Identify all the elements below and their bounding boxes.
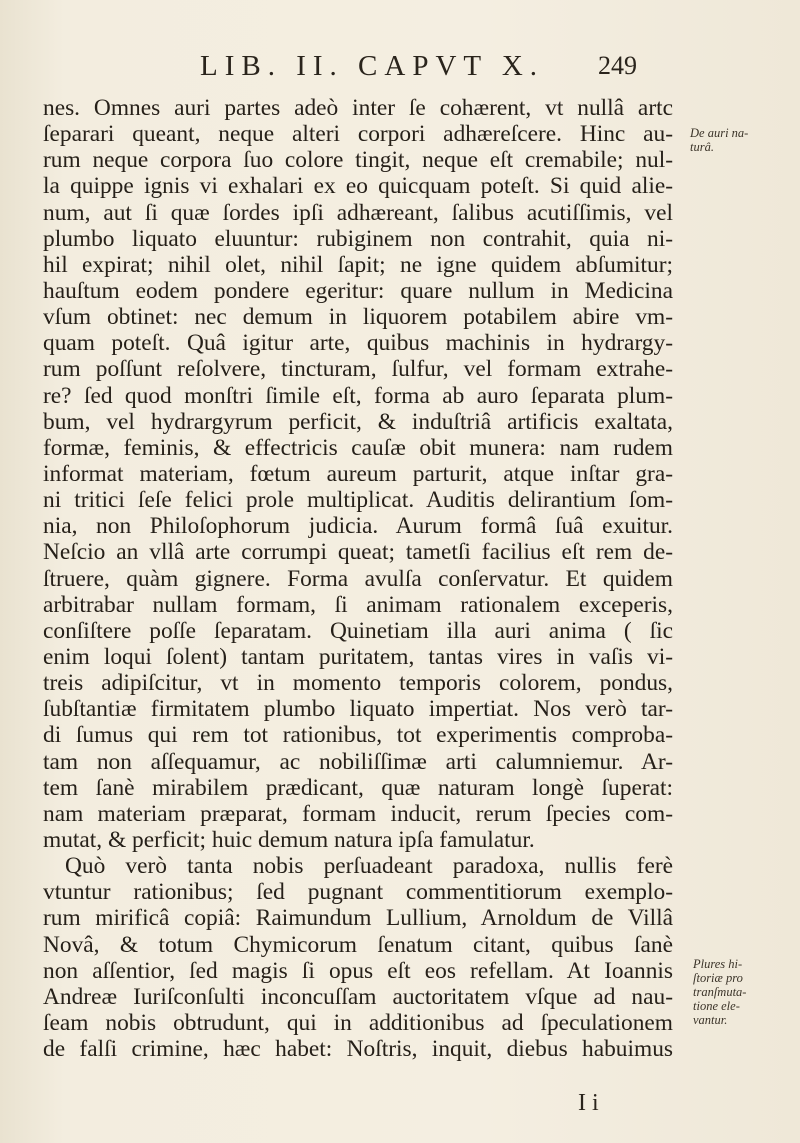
text-line: ſubſtantiæ firmitatem plumbo liquato impertiat. Nos verò tar- (43, 696, 673, 723)
text-line: tam non aſſequamur, ac nobiliſſimæ arti calumniemur. Ar- (43, 748, 673, 775)
text-line: ſtruere, quàm gignere. Forma avulſa conſervatur. Et quidem (43, 565, 673, 592)
text-line: ni tritici ſeſe felici prole multiplicat. Auditis delirantium ſom- (43, 487, 673, 514)
text-line: de falſi crimine, hæc habet: Noſtris, inquit, diebus habuimus (43, 1036, 673, 1063)
text-line: nam materiam præparat, formam inducit, rerum ſpecies com- (43, 800, 673, 827)
text-line: ſeam nobis obtrudunt, qui in additionibus ad ſpeculationem (43, 1009, 673, 1036)
margin-note-transmutation (693, 957, 773, 1027)
text-line: plumbo liquato eluuntur: rubiginem non contrahit, quia ni- (43, 225, 673, 252)
text-line: mutat, & perficit; huic demum natura ipſa famulatur. (43, 826, 535, 853)
body-text (43, 95, 673, 1062)
text-line: tem ſanè mirabilem prædicant, quæ naturam longè ſuperat: (43, 774, 673, 801)
text-line: informat materiam, fœtum aureum parturit, atque inſtar gra- (43, 460, 673, 487)
text-line: rum neque corpora ſuo colore tingit, neque eſt cremabile; nul- (43, 147, 673, 174)
page-number: 249 (598, 51, 637, 80)
text-line: Andreæ Iuriſconſulti inconcuſſam auctoritatem vſque ad nau- (43, 983, 673, 1010)
margin-note-line: vantur. (693, 1013, 728, 1027)
text-line: re? ſed quod monſtri ſimile eſt, forma ab auro ſeparata plum- (43, 382, 673, 409)
margin-note-gold-nature (690, 126, 770, 154)
text-line: Neſcio an vllâ arte corrumpi queat; tametſi facilius eſt rem de- (43, 539, 673, 566)
signature-mark: I i (578, 1090, 599, 1116)
text-line: hil expirat; nihil olet, nihil ſapit; ne igne quidem abſumitur; (43, 251, 673, 278)
text-line: rum mirificâ copiâ: Raimundum Lullium, Arnoldum de Villâ (43, 905, 673, 932)
text-line: vtuntur rationibus; ſed pugnant commentitiorum exemplo- (43, 879, 673, 906)
text-line: arbitrabar nullam formam, ſi animam rationalem exceperis, (43, 591, 673, 618)
text-line: vſum obtinet: nec demum in liquorem potabilem abire vm- (43, 304, 673, 331)
text-line: conſiſtere poſſe ſeparatam. Quinetiam illa auri anima ( ſic (43, 617, 673, 644)
text-line: ſeparari queant, neque alteri corpori adhæreſcere. Hinc au- (43, 121, 673, 148)
text-line: di ſumus qui rem tot rationibus, tot experimentis comproba- (43, 722, 673, 749)
margin-note-line: De auri na- (690, 126, 749, 140)
text-line: num, aut ſi quæ ſordes ipſi adhæreant, ſalibus acutiſſimis, vel (43, 199, 673, 226)
text-line: bum, vel hydrargyrum perficit, & induſtriâ artificis exaltata, (43, 408, 673, 435)
text-line: formæ, feminis, & effectricis cauſæ obit munera: nam rudem (43, 434, 673, 461)
text-line: la quippe ignis vi exhalari ex eo quicquam poteſt. Si quid alie- (43, 173, 673, 200)
text-line: nia, non Philoſophorum judicia. Aurum formâ ſuâ exuitur. (43, 513, 673, 540)
text-line: quam poteſt. Quâ igitur arte, quibus machinis in hydrargy- (43, 330, 673, 357)
text-line: nes. Omnes auri partes adeò inter ſe cohærent, vt nullâ artc (43, 95, 673, 121)
text-line: hauſtum eodem pondere egeritur: quare nullum in Medicina (43, 277, 673, 304)
text-line: Quò verò tanta nobis perſuadeant paradoxa, nullis ferè (65, 853, 673, 880)
page-header (0, 50, 800, 90)
text-line: Novâ, & totum Chymicorum ſenatum citant, quibus ſanè (43, 931, 673, 958)
margin-note-line: ſtoriæ pro (693, 971, 743, 985)
margin-note-line: Plures hi- (693, 957, 743, 971)
margin-note-line: turâ. (690, 140, 714, 154)
margin-note-line: tione ele- (693, 999, 740, 1013)
margin-note-line: tranſmuta- (693, 985, 747, 999)
text-line: treis adipiſcitur, vt in momento temporis colorem, pondus, (43, 670, 673, 697)
text-line: enim loqui ſolent) tantam puritatem, tantas vires in vaſis vi- (43, 643, 673, 670)
running-head: LIB. II. CAPVT X. (200, 50, 545, 82)
text-line: non aſſentior, ſed magis ſi opus eſt eos refellam. At Ioannis (43, 957, 673, 984)
text-line: rum poſſunt reſolvere, tincturam, ſulfur, vel formam extrahe- (43, 356, 673, 383)
